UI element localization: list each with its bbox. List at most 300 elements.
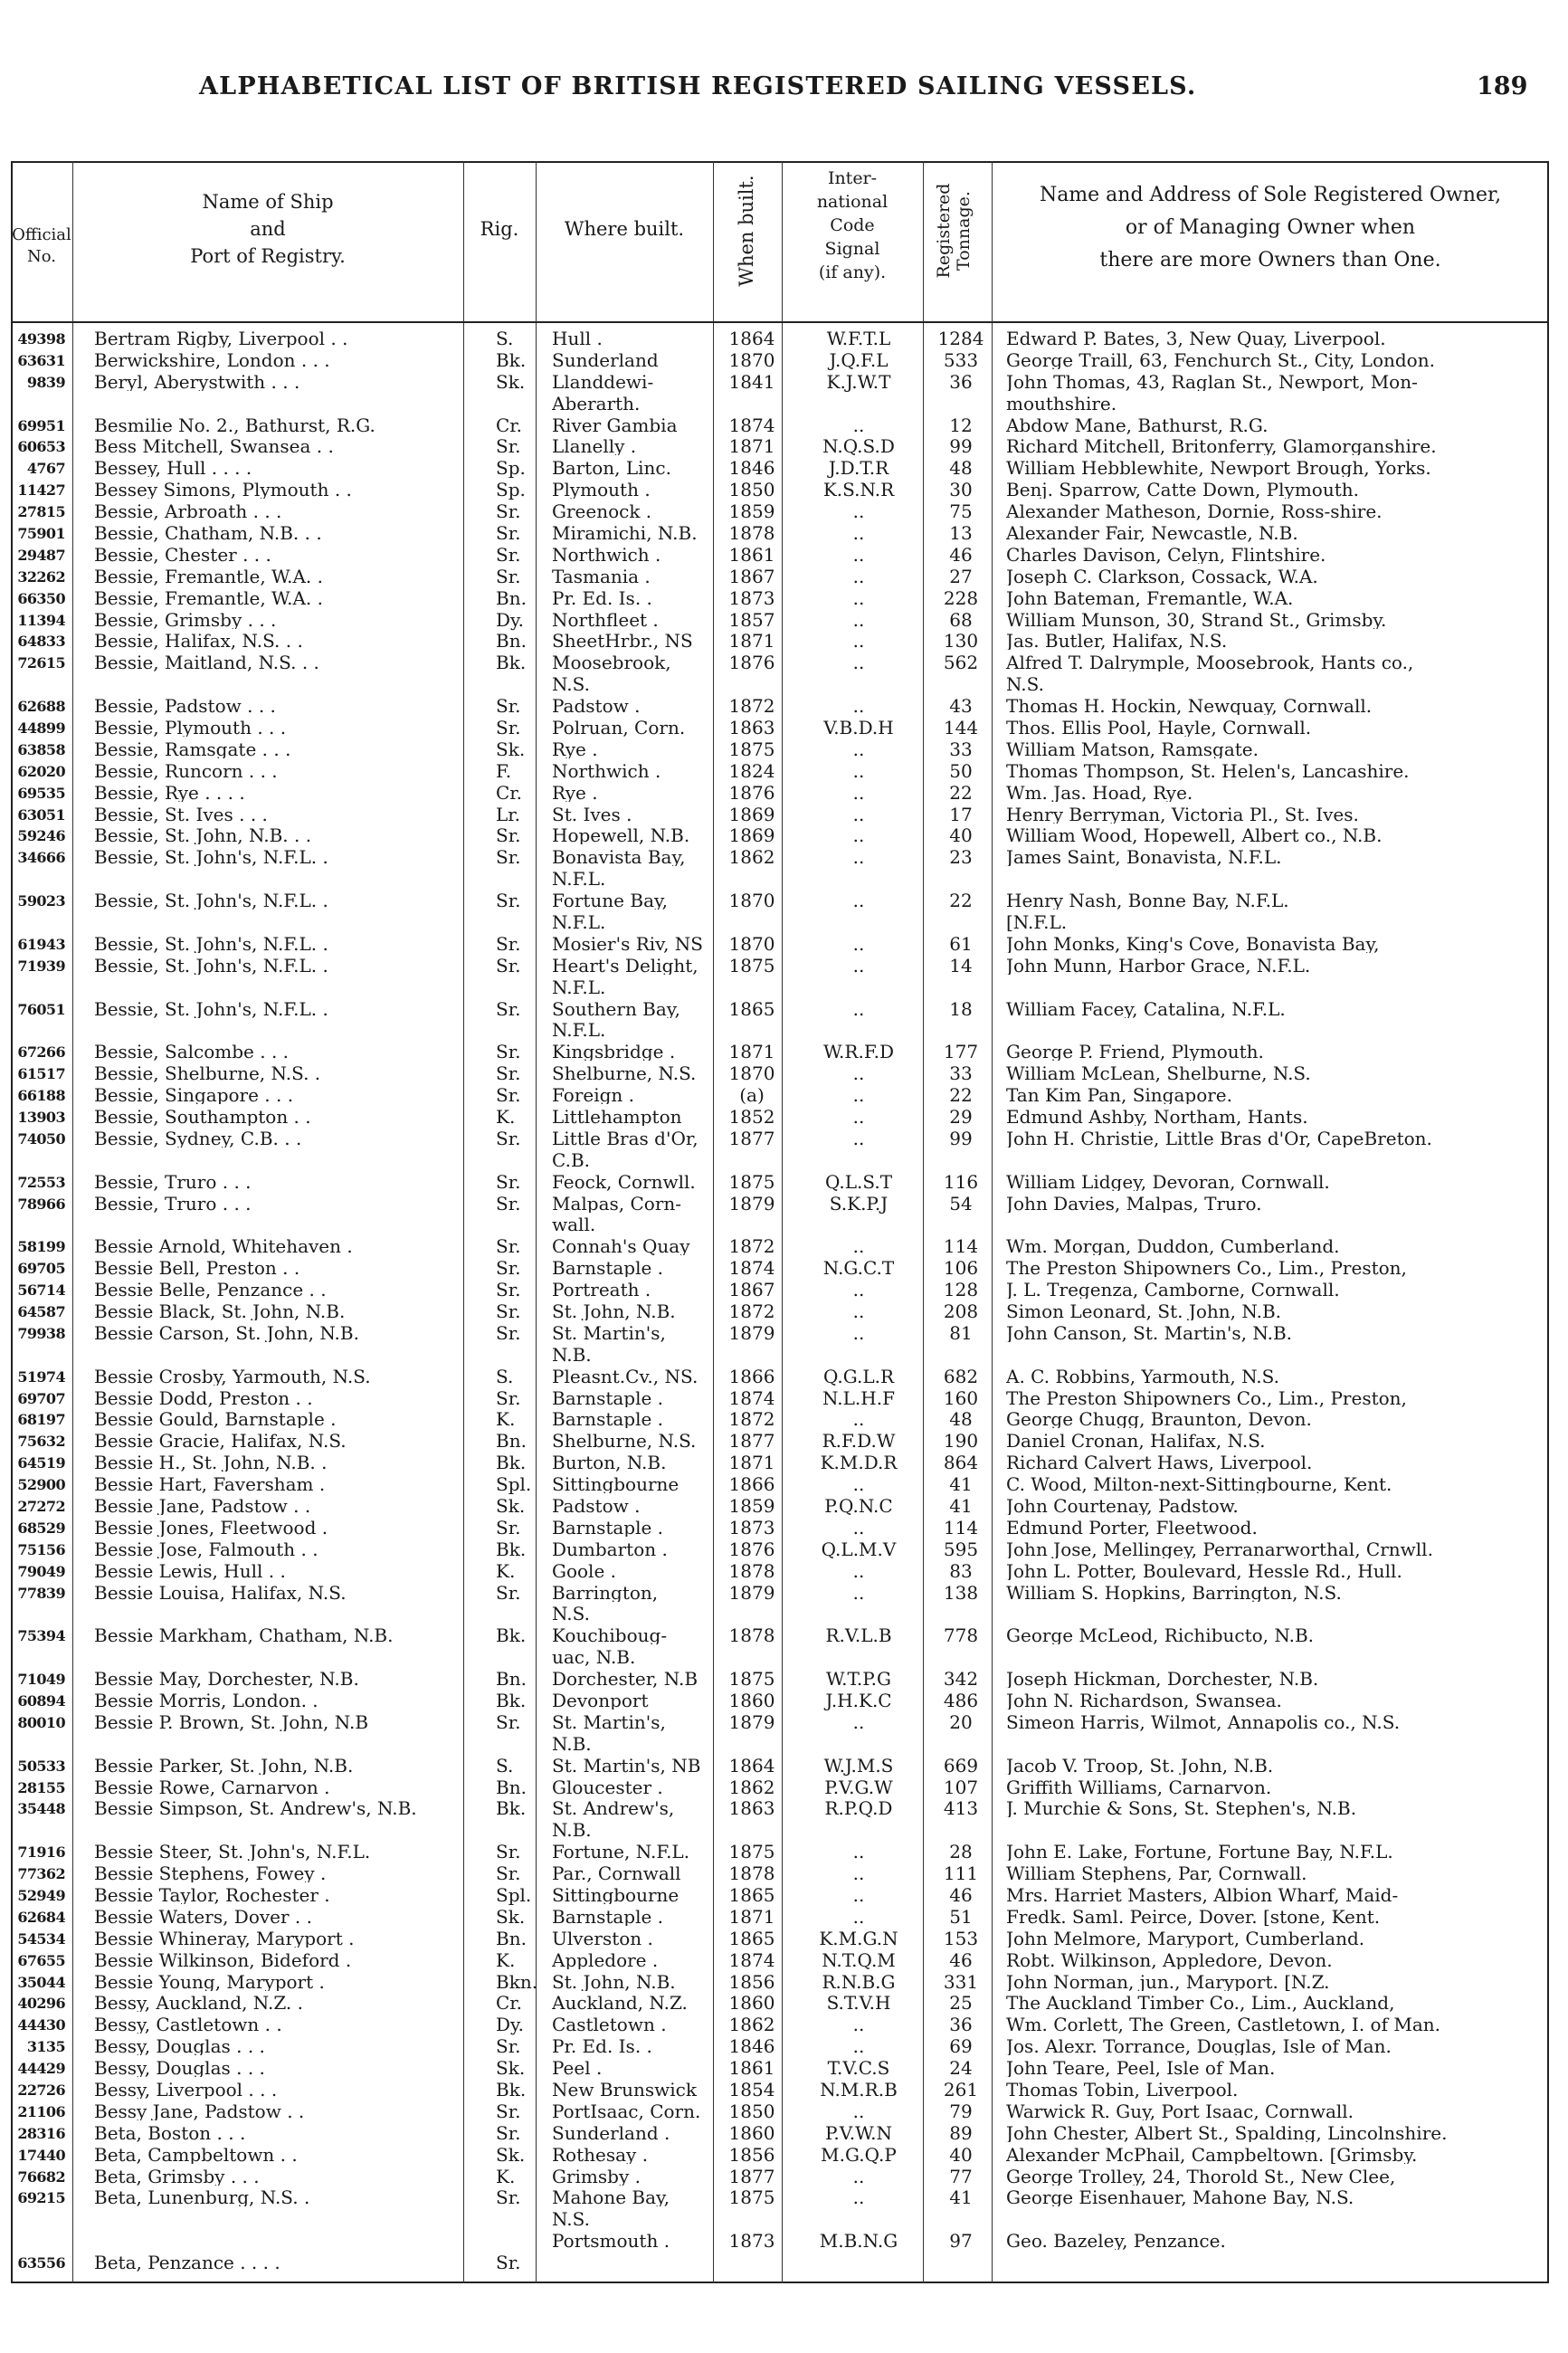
table-row	[11, 1797, 1549, 1820]
cell-owner: Thomas H. Hockin, Newquay, Cornwall.	[1006, 698, 1373, 716]
cell-ship-name: Bessie, Ramsgate . . .	[94, 740, 291, 758]
cell-when-built: 1864	[728, 328, 775, 349]
cell-where-built: Southern Bay,	[552, 1000, 680, 1018]
cell-ship-name: Bessie Waters, Dover . .	[94, 1908, 313, 1926]
cell-official-no: 17440	[17, 2146, 65, 2164]
cell-official-no: 68197	[17, 1411, 65, 1429]
cell-owner: John Monks, King's Cove, Bonavista Bay,	[1006, 935, 1380, 953]
cell-tonnage: 130	[943, 630, 979, 653]
table-row	[11, 1495, 1549, 1517]
cell-official-no: 77839	[17, 1584, 65, 1602]
cell-official-no: 69705	[17, 1260, 65, 1278]
cell-rig: Sr.	[496, 2186, 521, 2209]
cell-ship-name: Bessie, Plymouth . . .	[94, 719, 287, 737]
cell-signal: ..	[852, 2014, 865, 2036]
cell-signal: M.G.Q.P	[821, 2143, 897, 2166]
cell-where-built: Sunderland .	[552, 2124, 670, 2142]
cell-signal: ..	[852, 890, 865, 912]
cell-where-built: Gloucester .	[552, 1778, 663, 1796]
cell-where-built: Grimsby .	[552, 2167, 641, 2186]
header-name-port: Name of Ship and Port of Registry.	[190, 191, 346, 267]
cell-rig: Sr.	[496, 1127, 521, 1149]
cell-when-built: 1859	[728, 500, 775, 523]
cell-rig: Bn.	[496, 1776, 527, 1798]
cell-rig: Spl.	[496, 1473, 532, 1496]
cell-when-built: 1873	[728, 2230, 775, 2253]
cell-official-no: 61517	[17, 1065, 65, 1083]
table-row	[11, 1927, 1549, 1949]
cell-owner: Joseph C. Clarkson, Cossack, W.A.	[1006, 567, 1318, 586]
cell-ship-name: Bessie Wilkinson, Bideford .	[94, 1951, 352, 1969]
cell-official-no: 21106	[17, 2102, 65, 2120]
cell-official-no: 44899	[17, 719, 65, 737]
cell-signal: W.R.F.D	[823, 1041, 894, 1063]
cell-tonnage: 153	[943, 1927, 979, 1949]
cell-tonnage: 61	[949, 932, 973, 955]
cell-rig: Sr.	[496, 717, 521, 738]
cell-where-built: N.B.	[552, 1346, 592, 1364]
cell-tonnage: 261	[943, 2079, 979, 2101]
table-row	[11, 1473, 1549, 1496]
table-row	[11, 1062, 1549, 1085]
cell-rig: Bkn.	[496, 1970, 538, 1993]
cell-where-built: Heart's Delight,	[552, 957, 698, 975]
cell-ship-name: Bessy, Auckland, N.Z. .	[94, 1995, 303, 2013]
cell-official-no: 61943	[17, 935, 65, 953]
cell-where-built: N.S.	[552, 676, 590, 694]
cell-when-built: 1866	[728, 1365, 775, 1387]
cell-official-no: 79938	[17, 1324, 65, 1342]
cell-official-no: 58199	[17, 1238, 65, 1256]
cell-when-built: 1874	[728, 1257, 775, 1280]
cell-official-no: 69215	[17, 2189, 65, 2207]
cell-rig: Sr.	[496, 1084, 521, 1107]
cell-tonnage: 778	[943, 1624, 979, 1647]
table-row	[11, 1216, 1549, 1234]
cell-ship-name: Bessie H., St. John, N.B. .	[94, 1454, 328, 1472]
cell-where-built: Portsmouth .	[552, 2233, 670, 2251]
cell-signal: ..	[852, 2100, 865, 2122]
table-row	[11, 1127, 1549, 1149]
cell-official-no: 67655	[17, 1951, 65, 1969]
cell-rig: Sr.	[496, 695, 521, 718]
cell-owner: Wm. Corlett, The Green, Castletown, I. of Man.	[1006, 2016, 1440, 2034]
cell-owner: Mrs. Harriet Masters, Albion Wharf, Maid-	[1006, 1887, 1399, 1904]
table-row	[11, 1408, 1549, 1431]
cell-official-no: 11394	[17, 611, 65, 629]
cell-ship-name: Bessie, Fremantle, W.A. .	[94, 567, 323, 586]
cell-signal: ..	[852, 1841, 865, 1863]
cell-official-no: 27815	[17, 503, 65, 521]
cell-where-built: St. Andrew's,	[552, 1800, 675, 1818]
cell-where-built: Pr. Ed. Is. .	[552, 2038, 652, 2056]
table-row	[11, 954, 1549, 976]
cell-official-no: 68529	[17, 1519, 65, 1537]
cell-rig: S.	[496, 328, 514, 349]
cell-tonnage: 28	[949, 1841, 973, 1863]
cell-tonnage: 208	[943, 1300, 979, 1322]
cell-signal: ..	[852, 1710, 865, 1733]
cell-owner: John Jose, Mellingey, Perranarworthal, Crnwll.	[1006, 1540, 1433, 1558]
cell-ship-name: Bessy, Castletown . .	[94, 2016, 282, 2034]
cell-signal: W.J.M.S	[823, 1754, 894, 1777]
cell-signal: N.Q.S.D	[822, 435, 895, 458]
cell-ship-name: Bessie, Singapore . . .	[94, 1087, 294, 1105]
cell-where-built: Polruan, Corn.	[552, 719, 686, 737]
cell-where-built: Burton, N.B.	[552, 1454, 667, 1472]
cell-when-built: 1875	[728, 1668, 775, 1691]
cell-owner: Griffith Williams, Carnarvon.	[1006, 1778, 1272, 1796]
cell-ship-name: Bessie Bell, Preston . .	[94, 1260, 300, 1278]
cell-tonnage: 114	[943, 1235, 979, 1258]
table-row	[11, 2016, 1549, 2034]
cell-tonnage: 160	[943, 1386, 979, 1409]
cell-signal: ..	[852, 759, 865, 782]
cell-when-built: 1856	[728, 1970, 775, 1993]
table-row	[11, 543, 1549, 566]
cell-owner: Edward P. Bates, 3, New Quay, Liverpool.	[1006, 330, 1386, 348]
cell-ship-name: Bessie May, Dorchester, N.B.	[94, 1671, 359, 1689]
cell-ship-name: Bessie Simpson, St. Andrew's, N.B.	[94, 1800, 417, 1818]
cell-tonnage: 97	[949, 2230, 973, 2253]
cell-owner: Edmund Porter, Fleetwood.	[1006, 1519, 1258, 1537]
cell-owner: John L. Potter, Boulevard, Hessle Rd., Hull.	[1006, 1562, 1402, 1580]
cell-when-built: 1870	[728, 1062, 775, 1085]
cell-when-built: 1865	[728, 997, 775, 1020]
table-row	[11, 1605, 1549, 1623]
table-row	[11, 1905, 1549, 1928]
cell-rig: Sr.	[496, 565, 521, 587]
cell-rig: S.	[496, 1754, 514, 1777]
cell-where-built: St. Martin's,	[552, 1324, 666, 1342]
cell-when-built: 1875	[728, 738, 775, 760]
cell-rig: Sr.	[496, 1841, 521, 1863]
table-row	[11, 2079, 1549, 2101]
cell-where-built: Barrington,	[552, 1584, 659, 1602]
cell-signal: R.F.D.W	[822, 1430, 896, 1453]
cell-signal: K.M.D.R	[820, 1452, 898, 1474]
cell-tonnage: 342	[943, 1668, 979, 1691]
cell-rig: Bn.	[496, 1430, 527, 1453]
cell-signal: K.M.G.N	[819, 1927, 898, 1949]
cell-when-built: 1862	[728, 1776, 775, 1798]
cell-tonnage: 40	[949, 824, 973, 847]
cell-where-built: N.S.	[552, 1605, 590, 1624]
cell-when-built: 1850	[728, 2100, 775, 2122]
cell-where-built: River Gambia	[552, 416, 678, 434]
cell-signal: ..	[852, 1884, 865, 1906]
cell-ship-name: Bessie, Grimsby . . .	[94, 611, 277, 629]
table-row	[11, 1454, 1549, 1472]
table-row	[11, 1581, 1549, 1604]
cell-owner: [N.F.L.	[1006, 914, 1068, 931]
table-row	[11, 348, 1549, 371]
cell-owner: The Preston Shipowners Co., Lim., Preston,	[1006, 1260, 1407, 1278]
cell-official-no: 28155	[17, 1778, 65, 1796]
page-title: ALPHABETICAL LIST OF BRITISH REGISTERED SAILING VESSELS.	[199, 72, 1197, 100]
cell-tonnage: 682	[943, 1365, 979, 1387]
cell-where-built: Padstow .	[552, 1498, 641, 1515]
cell-signal: W.F.T.L	[826, 328, 891, 349]
cell-when-built: 1863	[728, 1797, 775, 1820]
cell-rig: Sr.	[496, 1279, 521, 1301]
cell-tonnage: 89	[949, 2121, 973, 2144]
cell-where-built: Dumbarton .	[552, 1540, 668, 1558]
cell-signal: ..	[852, 414, 865, 436]
table-row	[11, 2100, 1549, 2122]
cell-owner: John H. Christie, Little Bras d'Or, CapeBreton.	[1006, 1129, 1432, 1148]
cell-signal: K.J.W.T	[826, 370, 891, 393]
cell-signal: ..	[852, 500, 865, 523]
cell-where-built: St. Martin's,	[552, 1713, 666, 1731]
table-row	[11, 395, 1549, 413]
cell-where-built: N.S.	[552, 2211, 590, 2229]
cell-where-built: Appledore .	[552, 1951, 659, 1969]
cell-signal: ..	[852, 1408, 865, 1431]
table-row	[11, 2057, 1549, 2080]
cell-where-built: Goole .	[552, 1562, 617, 1580]
cell-signal: ..	[852, 738, 865, 760]
table-row	[11, 1257, 1549, 1280]
cell-official-no: 72553	[17, 1173, 65, 1191]
cell-rig: Sr.	[496, 1062, 521, 1085]
cell-official-no: 9839	[26, 373, 65, 391]
cell-when-built: 1870	[728, 932, 775, 955]
cell-where-built: Fortune, N.F.L.	[552, 1843, 690, 1862]
cell-rig: Sr.	[496, 1041, 521, 1063]
cell-where-built: Barnstaple .	[552, 1519, 664, 1537]
cell-when-built: 1867	[728, 1279, 775, 1301]
cell-when-built: 1879	[728, 1321, 775, 1344]
cell-signal: ..	[852, 1235, 865, 1258]
cell-when-built: 1846	[728, 2035, 775, 2058]
cell-owner: Henry Nash, Bonne Bay, N.F.L.	[1006, 892, 1289, 910]
cell-official-no: 71049	[17, 1671, 65, 1689]
cell-signal: W.T.P.G	[826, 1668, 891, 1691]
cell-owner: Jacob V. Troop, St. John, N.B.	[1006, 1757, 1274, 1775]
cell-where-built: Dorchester, N.B	[552, 1671, 698, 1689]
cell-signal: J.D.T.R	[828, 457, 889, 480]
cell-signal: ..	[852, 781, 865, 804]
table-row	[11, 1862, 1549, 1885]
cell-official-no: 66350	[17, 589, 65, 607]
cell-where-built: St. John, N.B.	[552, 1973, 676, 1991]
cell-where-built: Aberarth.	[552, 395, 641, 413]
cell-when-built: 1870	[728, 890, 775, 912]
table-row	[11, 2035, 1549, 2058]
table-row	[11, 695, 1549, 718]
cell-where-built: SheetHrbr., NS	[552, 633, 693, 651]
cell-signal: ..	[852, 954, 865, 976]
table-row	[11, 1948, 1549, 1971]
cell-when-built: 1850	[728, 479, 775, 501]
cell-where-built: New Brunswick	[552, 2082, 697, 2099]
cell-when-built: 1871	[728, 1905, 775, 1928]
cell-tonnage: 190	[943, 1430, 979, 1453]
cell-ship-name: Bessie, Padstow . . .	[94, 698, 276, 716]
cell-tonnage: 36	[949, 370, 973, 393]
cell-official-no: 60653	[17, 438, 65, 456]
cell-ship-name: Bessie Young, Maryport .	[94, 1973, 325, 1991]
table-row	[11, 1321, 1549, 1344]
cell-tonnage: 138	[943, 1581, 979, 1604]
table-row	[11, 654, 1549, 672]
cell-ship-name: Bertram Rigby, Liverpool . .	[94, 330, 348, 348]
cell-signal: N.T.Q.M	[822, 1948, 896, 1971]
cell-rig: Dy.	[496, 2014, 525, 2036]
cell-rig: Sr.	[496, 1192, 521, 1215]
cell-signal: ..	[852, 695, 865, 718]
cell-owner: James Saint, Bonavista, N.F.L.	[1006, 849, 1282, 867]
table-row	[11, 1516, 1549, 1538]
cell-ship-name: Bessy Jane, Padstow . .	[94, 2102, 305, 2120]
cell-ship-name: Bessie, Sydney, C.B. . .	[94, 1129, 302, 1148]
cell-ship-name: Bessie Gould, Barnstaple .	[94, 1411, 337, 1429]
table-row	[11, 1559, 1549, 1582]
cell-when-built: 1865	[728, 1884, 775, 1906]
cell-when-built: 1869	[728, 803, 775, 825]
cell-when-built: 1872	[728, 1300, 775, 1322]
cell-ship-name: Bessie Parker, St. John, N.B.	[94, 1757, 354, 1775]
cell-owner: Joseph Hickman, Dorchester, N.B.	[1006, 1671, 1319, 1689]
cell-ship-name: Bessie Jose, Falmouth . .	[94, 1540, 318, 1558]
cell-official-no: 49398	[17, 330, 65, 348]
cell-when-built: 1867	[728, 565, 775, 587]
cell-signal: ..	[852, 824, 865, 847]
cell-ship-name: Bessie, St. John's, N.F.L. .	[94, 957, 328, 975]
cell-rig: Cr.	[496, 414, 523, 436]
header-signal: Inter- national Code Signal (if any).	[816, 168, 889, 282]
cell-ship-name: Bessie Crosby, Yarmouth, N.S.	[94, 1367, 371, 1386]
table-row	[11, 1992, 1549, 2015]
cell-official-no: 64587	[17, 1303, 65, 1320]
cell-official-no: 63631	[17, 351, 65, 369]
cell-signal: ..	[852, 2186, 865, 2209]
cell-rig: Bk.	[496, 1624, 527, 1647]
cell-tonnage: 14	[949, 954, 973, 976]
cell-rig: Sr.	[496, 1386, 521, 1409]
cell-owner: George Eisenhauer, Mahone Bay, N.S.	[1006, 2189, 1354, 2207]
cell-where-built: Miramichi, N.B.	[552, 525, 698, 542]
cell-owner: Jos. Alexr. Torrance, Douglas, Isle of Man.	[1006, 2038, 1392, 2056]
table-row	[11, 719, 1549, 737]
cell-where-built: Littlehampton	[552, 1109, 682, 1126]
cell-where-built: Barton, Linc.	[552, 460, 671, 478]
cell-where-built: PortIsaac, Corn.	[552, 2102, 701, 2120]
cell-official-no: 63051	[17, 805, 65, 824]
table-row	[11, 2165, 1549, 2187]
cell-ship-name: Bessie, Arbroath . . .	[94, 503, 282, 521]
table-row	[11, 500, 1549, 523]
header-owner: Name and Address of Sole Registered Owner, or of Managing Owner when there are more Owners than One.	[1039, 184, 1502, 272]
table-row	[11, 1235, 1549, 1258]
cell-signal: ..	[852, 1559, 865, 1582]
cell-owner: William Stephens, Par, Cornwall.	[1006, 1865, 1307, 1883]
cell-owner: George Traill, 63, Fenchurch St., City, London.	[1006, 351, 1435, 369]
cell-tonnage: 27	[949, 565, 973, 587]
table-row	[11, 522, 1549, 544]
cell-official-no: 63556	[17, 2254, 65, 2272]
cell-ship-name: Bessie Black, St. John, N.B.	[94, 1303, 346, 1320]
cell-when-built: 1863	[728, 717, 775, 738]
cell-when-built: 1879	[728, 1581, 775, 1604]
cell-rig: K.	[496, 1408, 516, 1431]
cell-ship-name: Bessie, St. John's, N.F.L. .	[94, 935, 328, 953]
cell-tonnage: 13	[949, 522, 973, 544]
cell-official-no: 34666	[17, 849, 65, 867]
cell-owner: The Auckland Timber Co., Lim., Auckland,	[1006, 1995, 1395, 2013]
cell-owner: Abdow Mane, Bathurst, R.G.	[1006, 416, 1269, 434]
table-row	[11, 803, 1549, 825]
table-row	[11, 1692, 1549, 1710]
cell-when-built: 1846	[728, 457, 775, 480]
cell-where-built: Sittingbourne	[552, 1887, 679, 1904]
cell-official-no: 28316	[17, 2124, 65, 2142]
cell-where-built: Peel .	[552, 2060, 603, 2078]
cell-signal: P.V.W.N	[825, 2121, 892, 2144]
cell-rig: Dy.	[496, 608, 525, 631]
cell-tonnage: 51	[949, 1905, 973, 1928]
table-row	[11, 1170, 1549, 1193]
cell-ship-name: Bessie, St. John's, N.F.L. .	[94, 1000, 328, 1018]
cell-ship-name: Bessie Taylor, Rochester .	[94, 1887, 330, 1904]
cell-official-no: 62688	[17, 698, 65, 716]
cell-where-built: Barnstaple .	[552, 1389, 664, 1407]
cell-where-built: N.F.L.	[552, 978, 606, 996]
cell-official-no: 62020	[17, 762, 65, 780]
cell-official-no: 62684	[17, 1908, 65, 1926]
cell-owner: Richard Calvert Haws, Liverpool.	[1006, 1454, 1313, 1472]
cell-where-built: Little Bras d'Or,	[552, 1129, 698, 1148]
cell-owner: John Canson, St. Martin's, N.B.	[1006, 1324, 1293, 1342]
table-row	[11, 1843, 1549, 1861]
cell-rig: F.	[496, 759, 512, 782]
cell-ship-name: Bessie Markham, Chatham, N.B.	[94, 1627, 394, 1645]
table-row	[11, 997, 1549, 1020]
cell-signal: ..	[852, 803, 865, 825]
cell-when-built: 1859	[728, 1495, 775, 1517]
cell-owner: Thomas Thompson, St. Helen's, Lancashire.	[1006, 762, 1410, 780]
cell-when-built: 1871	[728, 630, 775, 653]
cell-owner: John Chester, Albert St., Spalding, Lincolnshire.	[1006, 2124, 1448, 2142]
cell-owner: J. L. Tregenza, Camborne, Cornwall.	[1006, 1281, 1340, 1300]
cell-owner: Jas. Butler, Halifax, N.S.	[1006, 633, 1228, 651]
cell-owner: William Lidgey, Devoran, Cornwall.	[1006, 1173, 1330, 1191]
cell-tonnage: 36	[949, 2014, 973, 2036]
cell-signal: N.G.C.T	[822, 1257, 895, 1280]
cell-tonnage: 40	[949, 2143, 973, 2166]
cell-ship-name: Beryl, Aberystwith . . .	[94, 373, 300, 391]
cell-ship-name: Bessy, Douglas . . .	[94, 2060, 265, 2078]
cell-tonnage: 68	[949, 608, 973, 631]
cell-where-built: Barnstaple .	[552, 1411, 664, 1429]
cell-official-no: 52900	[17, 1476, 65, 1494]
cell-ship-name: Bessie Belle, Penzance . .	[94, 1281, 327, 1300]
cell-owner: Charles Davison, Celyn, Flintshire.	[1006, 546, 1326, 564]
cell-rig: Sk.	[496, 2143, 526, 2166]
cell-ship-name: Bessie Lewis, Hull . .	[94, 1562, 286, 1580]
cell-owner: Simon Leonard, St. John, N.B.	[1006, 1303, 1282, 1320]
table-row	[11, 435, 1549, 458]
cell-rig: Sr.	[496, 1235, 521, 1258]
cell-official-no: 69707	[17, 1389, 65, 1407]
cell-tonnage: 128	[943, 1279, 979, 1301]
cell-tonnage: 22	[949, 890, 973, 912]
cell-rig: K.	[496, 1948, 516, 1971]
cell-ship-name: Bessie, Truro . . .	[94, 1173, 252, 1191]
cell-owner: Wm. Morgan, Duddon, Cumberland.	[1006, 1238, 1340, 1256]
cell-tonnage: 116	[943, 1170, 979, 1193]
